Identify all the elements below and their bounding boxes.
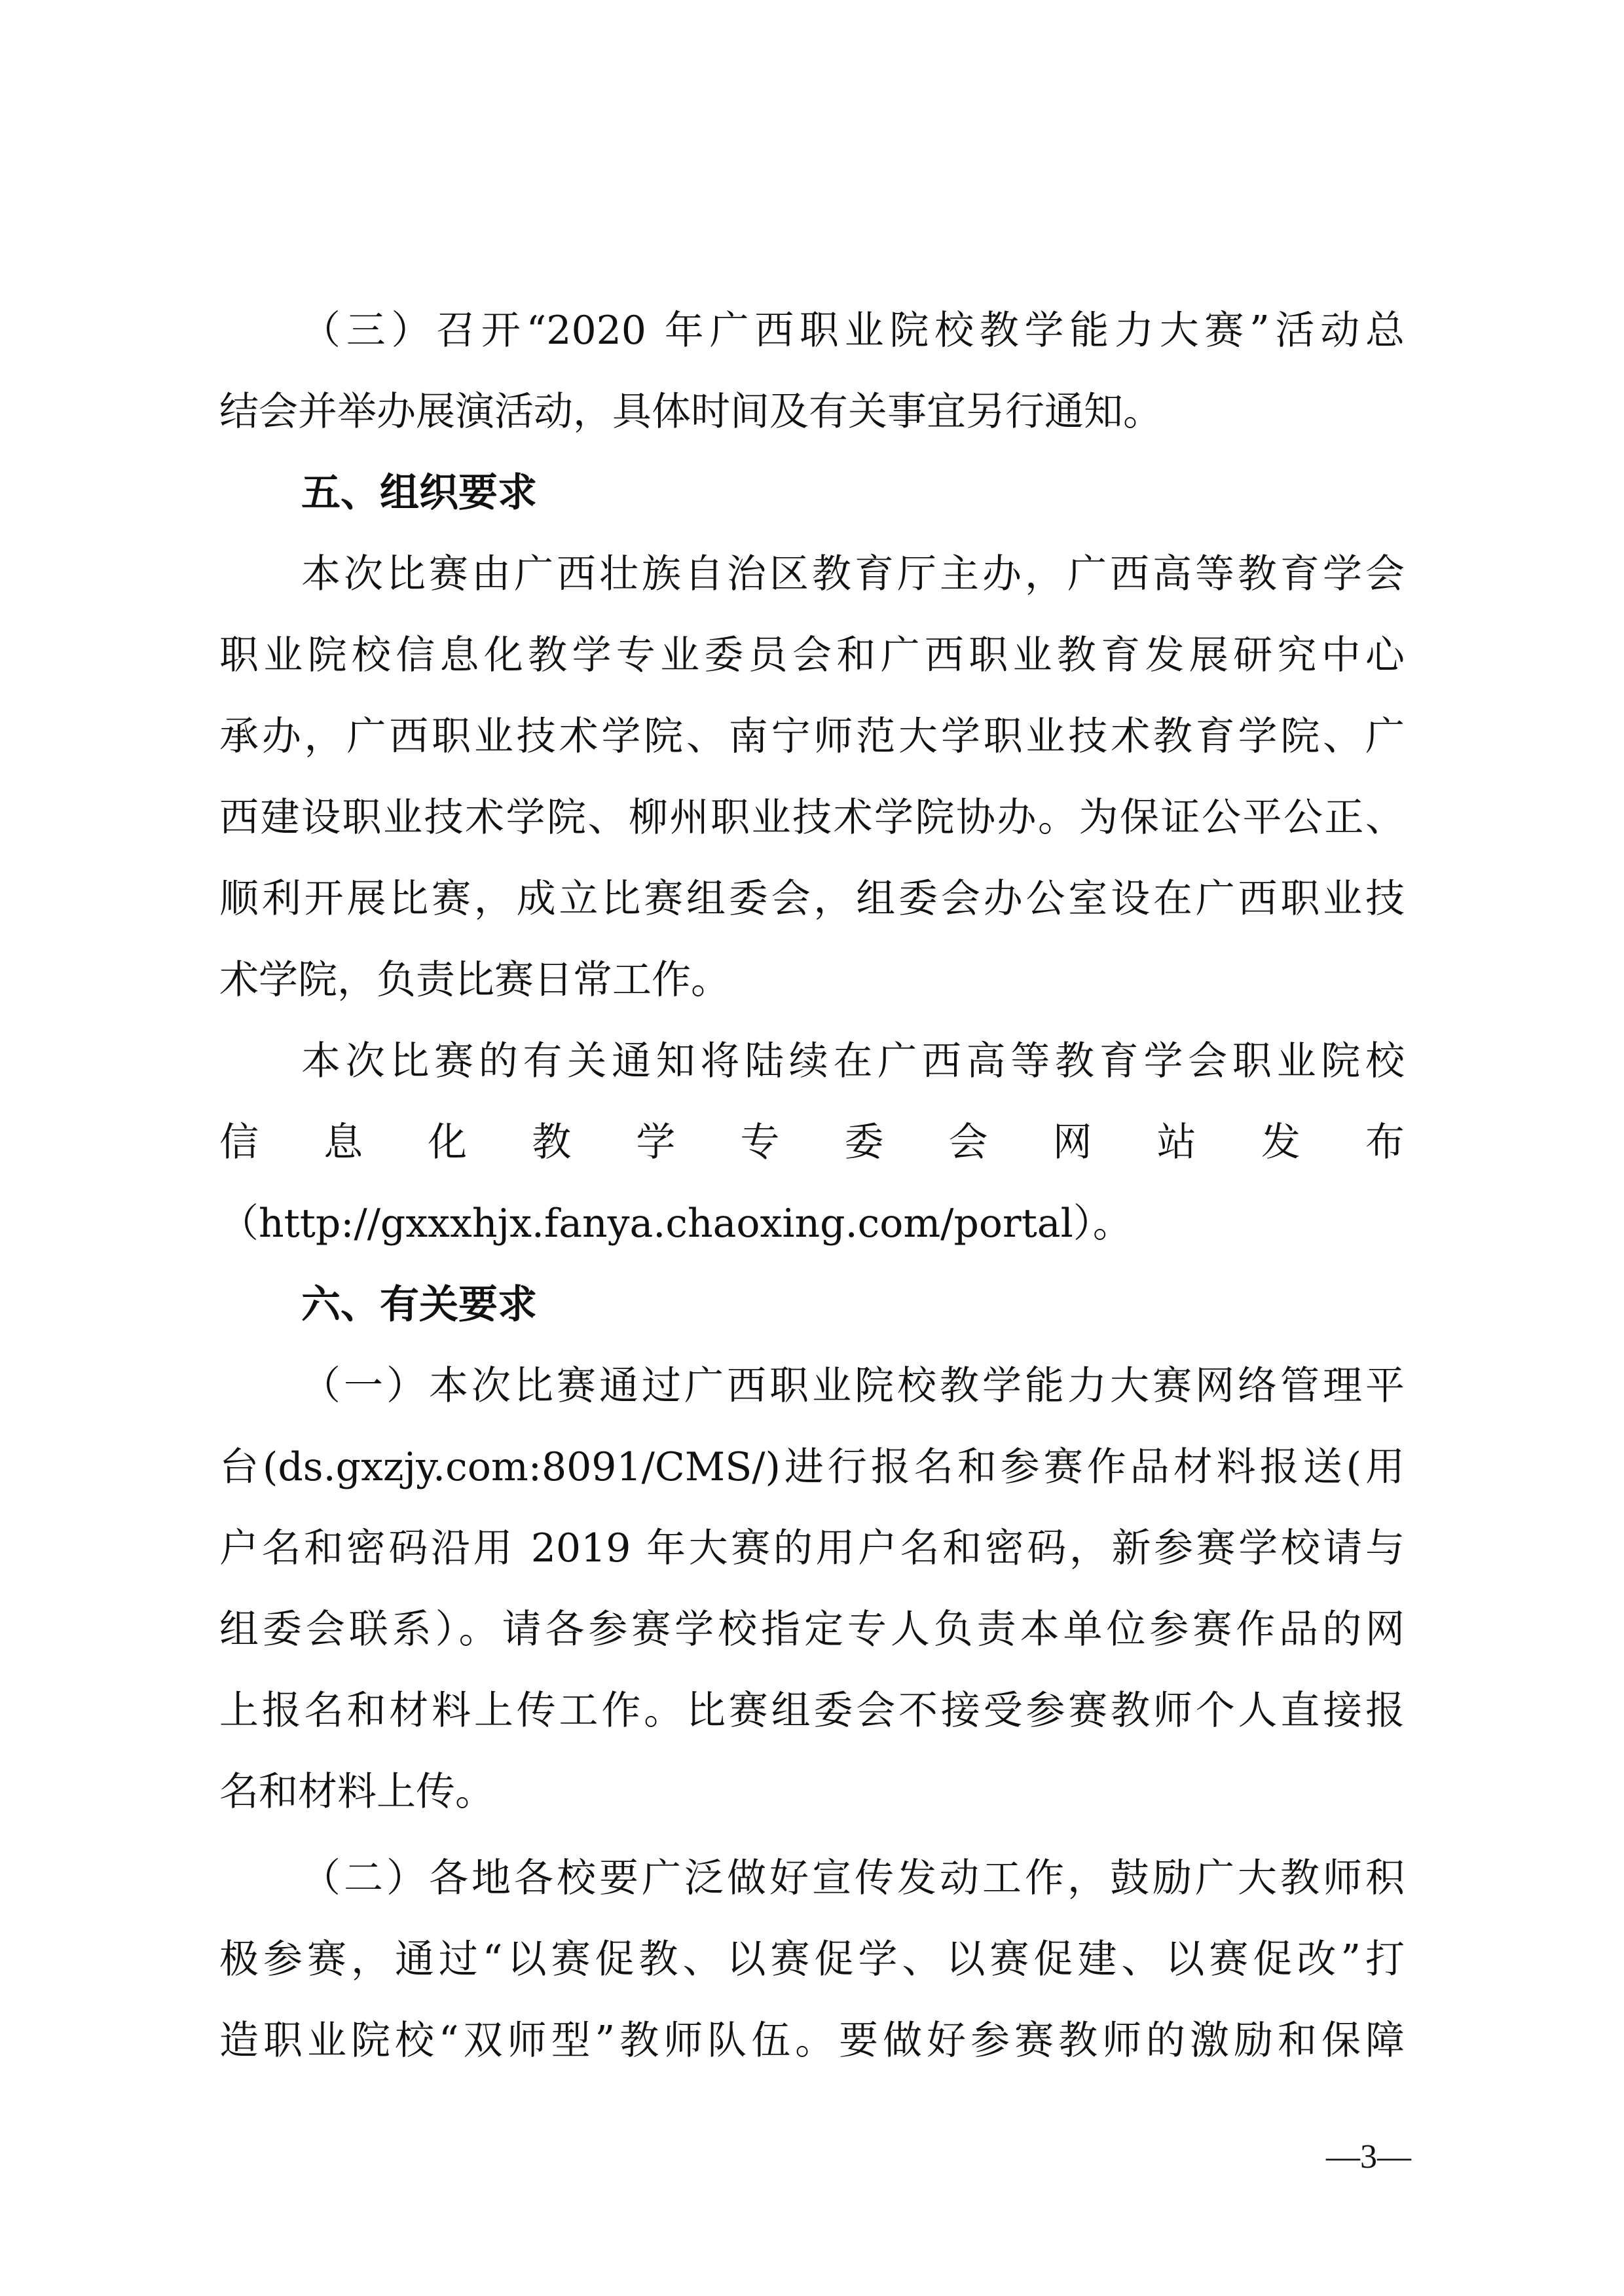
section-5-para-1-line-1: 本次比赛由广西壮族自治区教育厅主办，广西高等教育学会 xyxy=(301,551,1405,597)
section-heading-5: 五、组织要求 xyxy=(301,470,537,516)
section-6-item-1-line-1: （一）本次比赛通过广西职业院校教学能力大赛网络管理平 xyxy=(301,1363,1405,1409)
section-6-item-2-line-2: 极参赛，通过“以赛促教、以赛促学、以赛促建、以赛促改”打 xyxy=(219,1937,1405,1982)
section-5-para-1-line-2: 职业院校信息化教学专业委员会和广西职业教育发展研究中心 xyxy=(219,632,1405,678)
section-5-para-1-line-3: 承办，广西职业技术学院、南宁师范大学职业技术教育学院、广 xyxy=(219,714,1405,759)
section-6-item-1-line-6: 名和材料上传。 xyxy=(219,1769,494,1815)
section-5-para-2-line-3-url: （http://gxxxhjx.fanya.chaoxing.com/portal）。 xyxy=(219,1201,1132,1247)
section-3-item-line-2: 结会并举办展演活动，具体时间及有关事宜另行通知。 xyxy=(219,389,1162,435)
section-heading-6: 六、有关要求 xyxy=(301,1282,537,1328)
section-6-item-2-line-1: （二）各地各校要广泛做好宣传发动工作，鼓励广大教师积 xyxy=(301,1855,1405,1901)
section-3-item-line-1: （三）召开“2020 年广西职业院校教学能力大赛”活动总 xyxy=(301,308,1405,354)
spread-char: 教 xyxy=(532,1120,572,1165)
section-6-item-1-line-2: 台(ds.gxzjy.com:8091/CMS/)进行报名和参赛作品材料报送(用 xyxy=(219,1444,1405,1490)
section-5-para-2-line-1: 本次比赛的有关通知将陆续在广西高等教育学会职业院校 xyxy=(301,1038,1405,1084)
section-6-item-2-line-3: 造职业院校“双师型”教师队伍。要做好参赛教师的激励和保障 xyxy=(219,2018,1405,2064)
spread-char: 发 xyxy=(1261,1120,1301,1165)
section-5-para-1-line-5: 顺利开展比赛，成立比赛组委会，组委会办公室设在广西职业技 xyxy=(219,876,1405,922)
page-number: —3— xyxy=(1326,2138,1411,2176)
spread-char: 委 xyxy=(844,1120,884,1165)
spread-char: 息 xyxy=(323,1120,363,1165)
spread-char: 网 xyxy=(1052,1120,1092,1165)
spread-char: 信 xyxy=(219,1120,259,1165)
spread-char: 布 xyxy=(1365,1120,1405,1165)
spread-char: 专 xyxy=(740,1120,780,1165)
section-5-para-2-line-2 xyxy=(219,1103,1405,1182)
spread-char: 化 xyxy=(428,1120,468,1165)
section-6-item-1-line-3: 户名和密码沿用 2019 年大赛的用户名和密码，新参赛学校请与 xyxy=(219,1525,1405,1571)
section-6-item-1-line-4: 组委会联系）。请各参赛学校指定专人负责本单位参赛作品的网 xyxy=(219,1607,1405,1652)
spread-char: 站 xyxy=(1156,1120,1196,1165)
section-5-para-1-line-4: 西建设职业技术学院、柳州职业技术学院协办。为保证公平公正、 xyxy=(219,795,1405,841)
spread-char: 学 xyxy=(636,1120,676,1165)
section-5-para-1-line-6: 术学院，负责比赛日常工作。 xyxy=(219,957,730,1003)
section-6-item-1-line-5: 上报名和材料上传工作。比赛组委会不接受参赛教师个人直接报 xyxy=(219,1688,1405,1734)
spread-char: 会 xyxy=(948,1120,988,1165)
